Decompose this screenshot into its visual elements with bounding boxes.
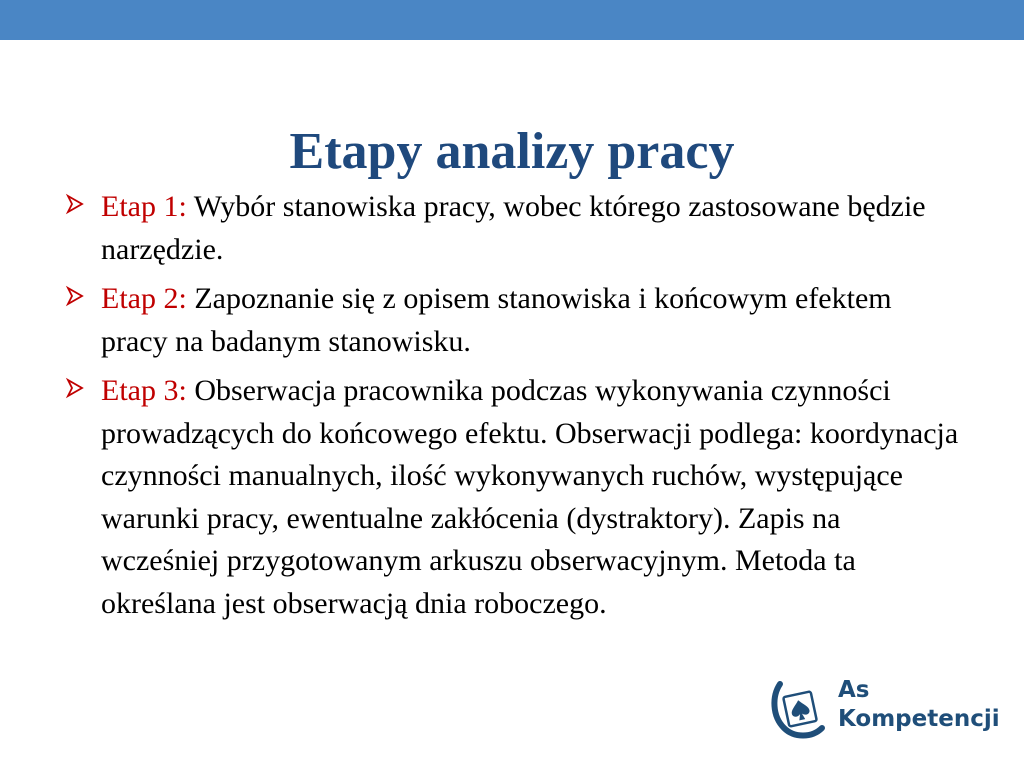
list-item-stage-2 <box>64 278 964 363</box>
page-title: Etapy analizy pracy <box>289 122 735 180</box>
list-item-stage-1 <box>64 186 964 271</box>
logo-line-as: As <box>838 677 870 703</box>
list-item-stage-3 <box>64 370 964 625</box>
arrow-bullet-icon <box>64 285 86 307</box>
stage-description: Zapoznanie się z opisem stanowiska i końcowym efektem pracy na badanym stanowisku. <box>101 282 892 358</box>
spade-logo-icon <box>770 672 834 742</box>
stage-label: Etap 2: <box>101 282 187 315</box>
stages-list <box>64 186 964 632</box>
stage-description: Obserwacja pracownika podczas wykonywania czynności prowadzących do końcowego efektu. Obserwacji podlega: koordynacja czynności manualnych, ilość wykonywanych ruchów, występujące warunki pracy, ewentualne zakłócenia (dystraktory). Zapis na wcześniej przygotowanym arkuszu obserwacyjnym. Metoda ta określana jest obserwacją dnia roboczego. <box>101 374 959 620</box>
logo-text <box>838 676 1000 734</box>
stage-label: Etap 1: <box>101 190 187 223</box>
stage-description: Wybór stanowiska pracy, wobec którego zastosowane będzie narzędzie. <box>101 190 926 266</box>
stage-label: Etap 3: <box>101 374 187 407</box>
as-kompetencji-logo <box>770 672 1000 742</box>
arrow-bullet-icon <box>64 377 86 399</box>
top-banner <box>0 0 1024 40</box>
logo-line-kompetencji: Kompetencji <box>838 706 1000 732</box>
arrow-bullet-icon <box>64 193 86 215</box>
